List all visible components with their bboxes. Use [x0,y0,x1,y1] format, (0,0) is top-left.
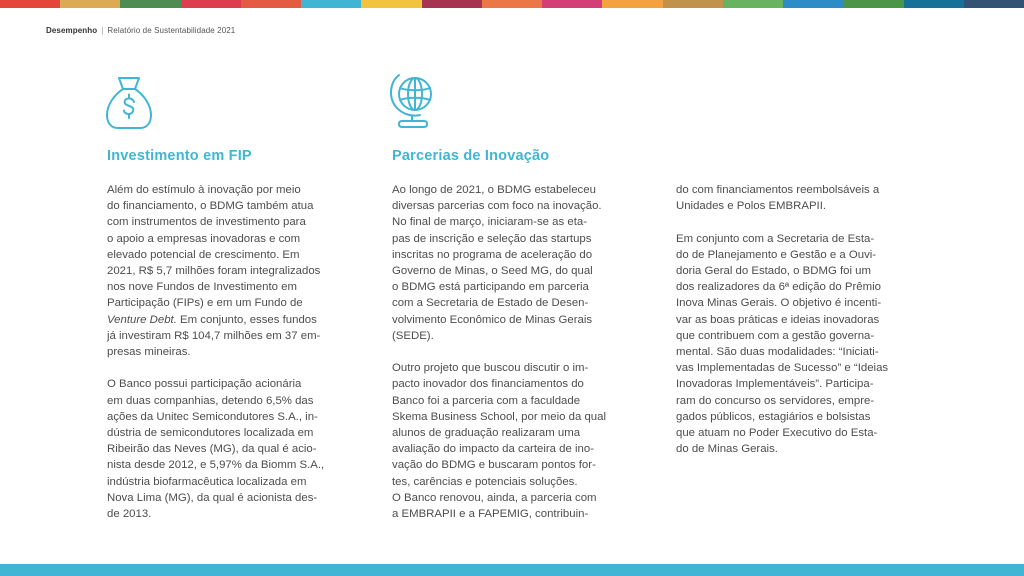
text-line: de 2013. [107,508,152,521]
color-bar-segment [843,0,903,8]
text-line: O Banco renovou, ainda, a parceria com [392,491,597,504]
text-line: ram do concurso os servidores, empre- [676,394,875,407]
money-bag-icon [104,75,154,131]
text-line: dos realizadores da 6ª edição do Prêmio [676,281,881,294]
color-bar-segment [361,0,421,8]
color-bar-segment [542,0,602,8]
sdg-color-bar [0,0,1024,8]
text-line: que contribuem com a gestão governa- [676,329,875,342]
text-line: inscritas no programa de aceleração do [392,248,593,261]
color-bar-segment [783,0,843,8]
text-line: nos nove Fundos de Investimento em [107,281,297,294]
paragraph [392,360,657,522]
text-line: o BDMG está participando em parceria [392,281,589,294]
text-line: em duas companhias, detendo 6,5% das [107,394,314,407]
color-bar-segment [0,0,60,8]
globe-icon [388,71,438,131]
text-line: do com financiamentos reembolsáveis a [676,184,880,196]
paragraph [107,182,367,360]
color-bar-segment [663,0,723,8]
text-line: pas de inscrição e seleção das startups [392,232,592,245]
text-line: Outro projeto que buscou discutir o im- [392,362,589,375]
text-line: (SEDE). [392,329,434,342]
section-title-investimento: Investimento em FIP [107,148,252,164]
text-line: Ribeirão das Neves (MG), da qual é acio- [107,443,317,456]
text-line: vas Implementadas de Sucesso” e “Ideias [676,362,889,375]
text-line: Participação (FIPs) e em um Fundo de [107,297,303,310]
text-line: com a Secretaria de Estado de Desen- [392,297,589,310]
text-line: que atuam no Poder Executivo do Esta- [676,427,878,440]
text-line: Ao longo de 2021, o BDMG estabeleceu [392,184,596,196]
text-line: Em conjunto com a Secretaria de Esta- [676,232,875,245]
header-report-title: Relatório de Sustentabilidade 2021 [107,26,236,35]
text-line: diversas parcerias com foco na inovação. [392,200,602,213]
header-section: Desempenho [46,26,98,35]
text-line: mental. São duas modalidades: “Iniciati- [676,346,879,359]
color-bar-segment [723,0,783,8]
text-line: indústria biofarmacêutica localizada em [107,475,307,488]
color-bar-segment [904,0,964,8]
color-bar-segment [120,0,180,8]
text-line: ações da Unitec Semicondutores S.A., in- [107,410,318,423]
text-line: tes, carências e potenciais soluções. [392,475,578,488]
right-column-text [676,182,946,474]
text-line: elevado potencial de crescimento. Em [107,248,300,261]
color-bar-segment [422,0,482,8]
footer-color-bar [0,564,1024,576]
text-line: doria Geral do Estado, o BDMG foi um [676,265,871,277]
text-line: No final de março, iniciaram-se as eta- [392,216,587,229]
color-bar-segment [964,0,1024,8]
text-line: 2021, R$ 5,7 milhões foram integralizados [107,265,321,278]
text-line: Skema Business School, por meio da qual [392,410,607,423]
text-line-rest: Em conjunto, esses fundos [180,313,317,326]
color-bar-segment [602,0,662,8]
page-header [46,26,235,35]
text-line: Além do estímulo à inovação por meio [107,184,301,196]
text-line: a EMBRAPII e a FAPEMIG, contribuin- [392,508,589,521]
text-line: Banco foi a parceria com a faculdade [392,394,581,407]
section-title-parcerias: Parcerias de Inovação [392,148,550,164]
text-line: do de Minas Gerais. [676,443,778,456]
italic-term: Venture Debt. [107,313,177,326]
text-line: pacto inovador dos financiamentos do [392,378,584,391]
text-line: volvimento Econômico de Minas Gerais [392,313,593,326]
color-bar-segment [482,0,542,8]
color-bar-segment [241,0,301,8]
text-line: Inova Minas Gerais. O objetivo é incenti- [676,297,882,310]
text-line: nista desde 2012, e 5,97% da Biomm S.A., [107,459,325,472]
text-line: avaliação do impacto da carteira de ino- [392,443,594,456]
color-bar-segment [181,0,241,8]
text-line: O Banco possui participação acionária [107,378,302,391]
header-separator: | [101,26,104,35]
text-line: do financiamento, o BDMG também atua [107,200,314,213]
middle-column-text [392,182,657,522]
text-line: com instrumentos de investimento para [107,216,306,229]
text-line: o apoio a empresas inovadoras e com [107,232,301,245]
text-line: Nova Lima (MG), da qual é acionista des- [107,491,318,504]
text-line: do de Planejamento e Gestão e a Ouvi- [676,248,877,261]
text-line: dústria de semicondutores localizada em [107,427,314,440]
text-line: Unidades e Polos EMBRAPII. [676,200,827,213]
text-line: Governo de Minas, o Seed MG, do qual [392,265,593,278]
paragraph [392,182,657,344]
paragraph [676,231,946,458]
paragraph [107,376,367,522]
left-column-text [107,182,367,538]
text-line: gados públicos, estagiários e bolsistas [676,410,871,423]
color-bar-segment [60,0,120,8]
text-line: presas mineiras. [107,346,191,359]
text-line: vação do BDMG e buscaram pontos for- [392,459,596,472]
text-line: já investiram R$ 104,7 milhões em 37 em- [107,329,321,342]
text-line [107,312,367,328]
text-line: var as boas práticas e ideias inovadoras [676,313,880,326]
color-bar-segment [301,0,361,8]
text-line: Inovadoras Implementáveis”. Participa- [676,378,874,391]
paragraph [676,182,946,214]
text-line: alunos de graduação realizaram uma [392,427,581,440]
